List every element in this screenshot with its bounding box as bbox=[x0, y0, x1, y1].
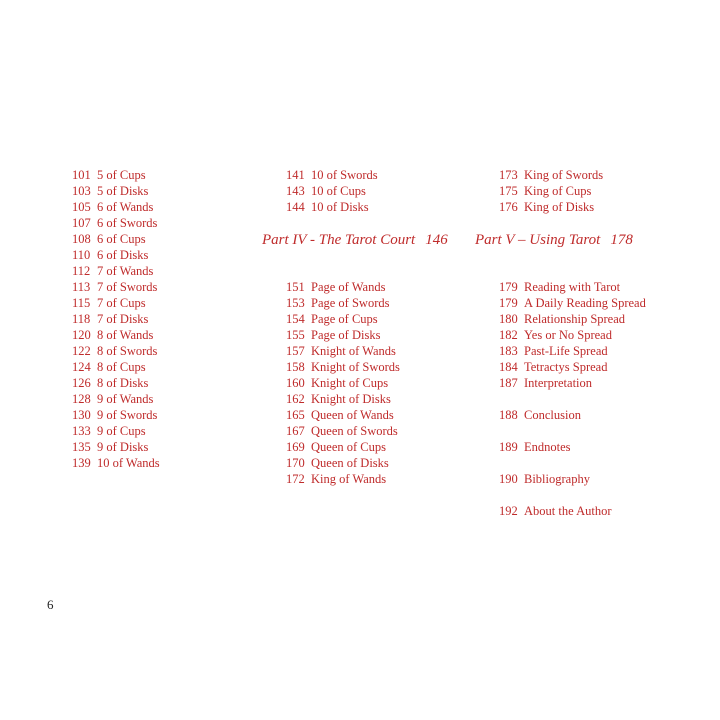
toc-column-2 bbox=[286, 167, 486, 487]
toc-entry-title: Page of Swords bbox=[311, 296, 390, 310]
toc-entry bbox=[286, 423, 486, 439]
toc-entry bbox=[499, 471, 699, 487]
toc-entry bbox=[286, 439, 486, 455]
toc-entry-title: 8 of Swords bbox=[97, 344, 158, 358]
toc-entry-title: 8 of Cups bbox=[97, 360, 146, 374]
toc-entry bbox=[286, 375, 486, 391]
toc-entry-title: 10 of Disks bbox=[311, 200, 369, 214]
toc-entry-page: 167 bbox=[286, 424, 305, 438]
toc-entry-page: 153 bbox=[286, 296, 305, 310]
toc-entry bbox=[499, 199, 699, 215]
entry-gap bbox=[499, 423, 699, 439]
toc-entry-page: 105 bbox=[72, 200, 91, 214]
toc-entry-title: Bibliography bbox=[524, 472, 590, 486]
toc-entry-title: Queen of Disks bbox=[311, 456, 389, 470]
toc-entry-page: 169 bbox=[286, 440, 305, 454]
part-v-page: 178 bbox=[610, 232, 633, 248]
toc-entry bbox=[72, 391, 272, 407]
toc-entry bbox=[499, 327, 699, 343]
toc-entry-title: 9 of Swords bbox=[97, 408, 158, 422]
toc-entry-page: 151 bbox=[286, 280, 305, 294]
toc-entry-title: Interpretation bbox=[524, 376, 593, 390]
toc-entry bbox=[72, 343, 272, 359]
toc-entry-title: Relationship Spread bbox=[524, 312, 626, 326]
entry-gap bbox=[499, 391, 699, 407]
page-number: 6 bbox=[47, 597, 54, 612]
toc-entry bbox=[499, 359, 699, 375]
toc-entry-page: 160 bbox=[286, 376, 305, 390]
toc-entry-page: 192 bbox=[499, 504, 518, 518]
toc-column-1 bbox=[72, 167, 272, 471]
toc-entry-page: 128 bbox=[72, 392, 91, 406]
toc-entry-title: Queen of Cups bbox=[311, 440, 386, 454]
toc-entry bbox=[499, 343, 699, 359]
part-iv-title: Part IV - The Tarot Court bbox=[262, 232, 416, 248]
toc-entry-title: Endnotes bbox=[524, 440, 571, 454]
toc-entry-page: 157 bbox=[286, 344, 305, 358]
toc-entry-title: Page of Wands bbox=[311, 280, 386, 294]
toc-entry bbox=[286, 311, 486, 327]
toc-entry-page: 141 bbox=[286, 168, 305, 182]
toc-entry-page: 115 bbox=[72, 296, 91, 310]
toc-entry-page: 176 bbox=[499, 200, 518, 214]
toc-entry-page: 190 bbox=[499, 472, 518, 486]
toc-entry-title: Tetractys Spread bbox=[524, 360, 608, 374]
toc-entry bbox=[72, 327, 272, 343]
toc-entry-title: Knight of Swords bbox=[311, 360, 400, 374]
toc-entry-page: 122 bbox=[72, 344, 91, 358]
toc-entry-title: King of Wands bbox=[311, 472, 387, 486]
toc-entry-title: 6 of Swords bbox=[97, 216, 158, 230]
toc-entry bbox=[72, 311, 272, 327]
toc-entry-title: Knight of Disks bbox=[311, 392, 391, 406]
part-v-heading bbox=[475, 231, 633, 249]
toc-entry bbox=[72, 279, 272, 295]
toc-entry bbox=[286, 279, 486, 295]
toc-entry-title: King of Swords bbox=[524, 168, 604, 182]
toc-column-3 bbox=[499, 167, 699, 519]
toc-entry-title: 8 of Disks bbox=[97, 376, 149, 390]
toc-entry bbox=[286, 455, 486, 471]
toc-entry-title: 7 of Wands bbox=[97, 264, 154, 278]
toc-entry-page: 130 bbox=[72, 408, 91, 422]
toc-entry bbox=[499, 503, 699, 519]
toc-entry-page: 103 bbox=[72, 184, 91, 198]
toc-entry-page: 135 bbox=[72, 440, 91, 454]
toc-entry-title: Queen of Wands bbox=[311, 408, 394, 422]
toc-entry bbox=[286, 471, 486, 487]
toc-entry-page: 124 bbox=[72, 360, 91, 374]
toc-entry bbox=[72, 423, 272, 439]
toc-entry bbox=[286, 343, 486, 359]
entry-gap bbox=[499, 455, 699, 471]
toc-entry bbox=[72, 215, 272, 231]
toc-entry-title: 9 of Wands bbox=[97, 392, 154, 406]
toc-entry-title: 7 of Disks bbox=[97, 312, 149, 326]
toc-entry-page: 179 bbox=[499, 280, 518, 294]
toc-entry bbox=[72, 247, 272, 263]
part-iv-heading bbox=[262, 231, 448, 249]
toc-entry bbox=[499, 279, 699, 295]
toc-entry bbox=[499, 311, 699, 327]
toc-entry-page: 107 bbox=[72, 216, 91, 230]
toc-entry-page: 165 bbox=[286, 408, 305, 422]
toc-entry-page: 144 bbox=[286, 200, 305, 214]
toc-entry bbox=[499, 183, 699, 199]
toc-entry-page: 180 bbox=[499, 312, 518, 326]
toc-entry-page: 133 bbox=[72, 424, 91, 438]
toc-entry-page: 108 bbox=[72, 232, 91, 246]
toc-entry bbox=[72, 359, 272, 375]
toc-entry bbox=[286, 167, 486, 183]
toc-entry-page: 118 bbox=[72, 312, 91, 326]
toc-entry bbox=[286, 199, 486, 215]
toc-entry-page: 158 bbox=[286, 360, 305, 374]
toc-entry-page: 126 bbox=[72, 376, 91, 390]
toc-entry-page: 184 bbox=[499, 360, 518, 374]
toc-entry-title: 7 of Cups bbox=[97, 296, 146, 310]
toc-entry-title: 6 of Cups bbox=[97, 232, 146, 246]
toc-entry-page: 113 bbox=[72, 280, 91, 294]
toc-entry-page: 182 bbox=[499, 328, 518, 342]
toc-entry-page: 139 bbox=[72, 456, 91, 470]
toc-entry bbox=[499, 295, 699, 311]
toc-entry bbox=[72, 167, 272, 183]
toc-entry-title: 8 of Wands bbox=[97, 328, 154, 342]
toc-entry-title: About the Author bbox=[524, 504, 612, 518]
toc-entry-title: 5 of Disks bbox=[97, 184, 149, 198]
toc-entry-title: Page of Cups bbox=[311, 312, 378, 326]
toc-entry bbox=[499, 407, 699, 423]
toc-entry-page: 183 bbox=[499, 344, 518, 358]
toc-entry bbox=[499, 439, 699, 455]
toc-entry-title: Knight of Wands bbox=[311, 344, 396, 358]
toc-entry-title: King of Cups bbox=[524, 184, 592, 198]
toc-entry-title: A Daily Reading Spread bbox=[524, 296, 646, 310]
toc-entry-page: 101 bbox=[72, 168, 91, 182]
toc-entry-title: 10 of Cups bbox=[311, 184, 366, 198]
toc-entry-title: 9 of Cups bbox=[97, 424, 146, 438]
toc-entry bbox=[72, 295, 272, 311]
toc-entry bbox=[72, 263, 272, 279]
toc-entry-title: 9 of Disks bbox=[97, 440, 149, 454]
toc-entry bbox=[72, 231, 272, 247]
toc-entry-title: King of Disks bbox=[524, 200, 595, 214]
toc-entry-page: 173 bbox=[499, 168, 518, 182]
toc-entry bbox=[499, 375, 699, 391]
toc-entry-title: 6 of Wands bbox=[97, 200, 154, 214]
toc-entry bbox=[72, 407, 272, 423]
toc-entry-title: 5 of Cups bbox=[97, 168, 146, 182]
toc-entry-page: 110 bbox=[72, 248, 91, 262]
toc-entry bbox=[72, 455, 272, 471]
toc-entry-title: Page of Disks bbox=[311, 328, 381, 342]
toc-entry-page: 143 bbox=[286, 184, 305, 198]
toc-entry bbox=[499, 167, 699, 183]
toc-entry-page: 172 bbox=[286, 472, 305, 486]
toc-entry-title: Past-Life Spread bbox=[524, 344, 608, 358]
part-iv-page: 146 bbox=[425, 232, 448, 248]
toc-entry-title: Conclusion bbox=[524, 408, 581, 422]
toc-entry-page: 162 bbox=[286, 392, 305, 406]
toc-entry-title: Yes or No Spread bbox=[524, 328, 612, 342]
toc-entry-title: 10 of Wands bbox=[97, 456, 160, 470]
toc-entry bbox=[286, 183, 486, 199]
toc-entry bbox=[72, 375, 272, 391]
toc-entry-page: 170 bbox=[286, 456, 305, 470]
toc-entry-page: 154 bbox=[286, 312, 305, 326]
toc-entry-page: 175 bbox=[499, 184, 518, 198]
entry-gap bbox=[499, 487, 699, 503]
toc-entry bbox=[72, 199, 272, 215]
toc-entry-page: 155 bbox=[286, 328, 305, 342]
toc-entry bbox=[286, 359, 486, 375]
toc-entry-page: 120 bbox=[72, 328, 91, 342]
toc-entry-page: 112 bbox=[72, 264, 91, 278]
toc-entry-page: 179 bbox=[499, 296, 518, 310]
toc-entry-title: Knight of Cups bbox=[311, 376, 389, 390]
toc-entry bbox=[286, 327, 486, 343]
toc-entry bbox=[72, 439, 272, 455]
toc-entry-page: 188 bbox=[499, 408, 518, 422]
toc-entry-title: 7 of Swords bbox=[97, 280, 158, 294]
toc-entry bbox=[286, 391, 486, 407]
toc-entry bbox=[286, 295, 486, 311]
toc-entry-title: 6 of Disks bbox=[97, 248, 149, 262]
toc-entry bbox=[72, 183, 272, 199]
toc-entry-page: 189 bbox=[499, 440, 518, 454]
toc-entry bbox=[286, 407, 486, 423]
toc-entry-title: Queen of Swords bbox=[311, 424, 398, 438]
toc-entry-title: Reading with Tarot bbox=[524, 280, 621, 294]
toc-entry-title: 10 of Swords bbox=[311, 168, 378, 182]
part-v-title: Part V – Using Tarot bbox=[475, 232, 601, 248]
toc-entry-page: 187 bbox=[499, 376, 518, 390]
